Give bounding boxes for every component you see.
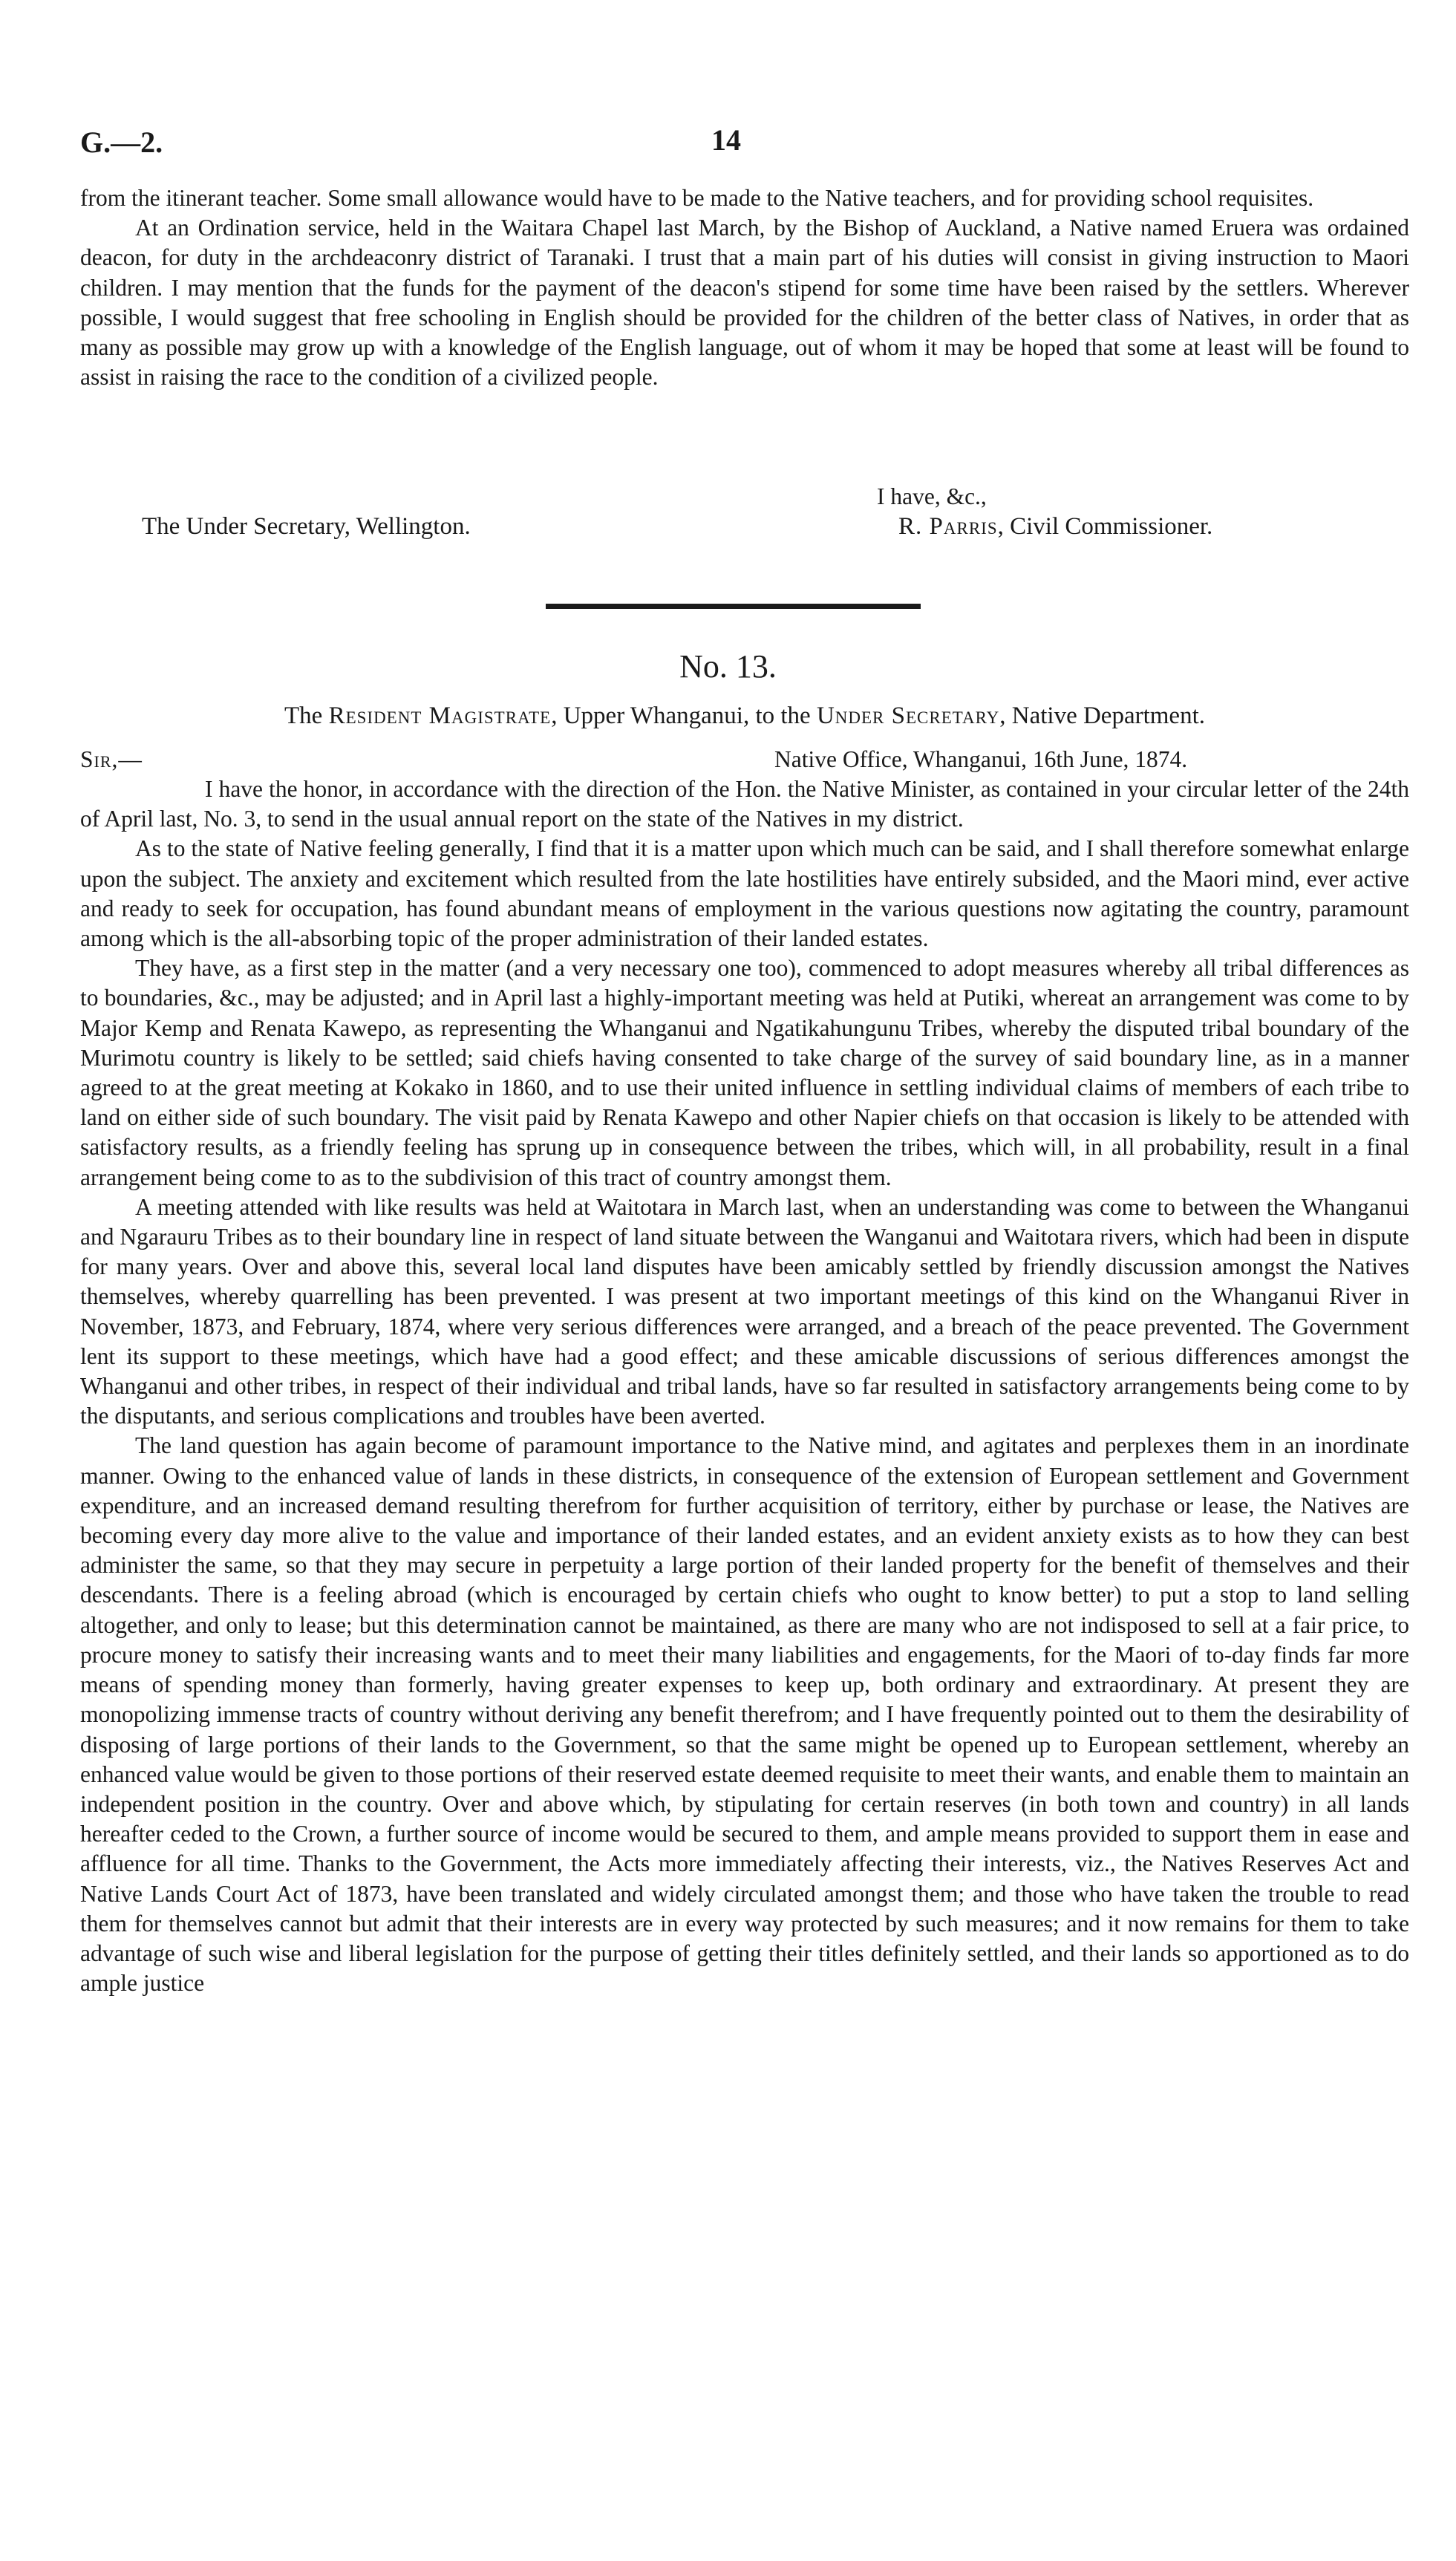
letter-body — [80, 774, 1409, 1998]
page-number: 14 — [711, 123, 741, 157]
parliamentary-paper-reference: G.—2. — [80, 125, 163, 159]
paragraph: The land question has again become of paramount importance to the Native mind, and agitates and perplexes them in an inordinate manner. Owing to the enhanced value of lands in these districts, in consequence of the extension of European settlement and Government expenditure, and an increased demand resulting therefrom for further acquisition of territory, either by purchase or lease, the Natives are becoming every day more alive to the value and importance of their landed estates, and an evident anxiety exists as to how they can best administer the same, so that they may secure in perpetuity a large portion of their landed property for the benefit of themselves and their descendants. There is a feeling abroad (which is encouraged by certain chiefs who ought to know better) to put a stop to land selling altogether, and only to lease; but this determination cannot be maintained, as there are many who are not indisposed to sell at a fair price, to procure money to satisfy their increasing wants and to meet their many liabilities and engagements, for the Maori of to-day finds far more means of spending money than formerly, having greater expenses to keep up, both ordinary and extraordinary. At present they are monopolizing immense tracts of country without deriving any benefit therefrom; and I have frequently pointed out to them the desirability of disposing of large portions of their lands to the Government, so that the same might be opened up to European settlement, whereby an enhanced value would be given to those portions of their reserved estate deemed requisite to meet their wants, and enable them to maintain an independent position in the country. Over and above which, by stipulating for certain reserves (in both town and country) in all lands hereafter ceded to the Crown, a further source of income would be secured to them, and ample means provided to support them in ease and affluence for all time. Thanks to the Government, the Acts more immediately affecting their interests, viz., the Natives Reserves Act and Native Lands Court Act of 1873, have been translated and widely circulated amongst them; and those who have taken the trouble to read them for themselves cannot but admit that their interests are in every way protected by such measures; and it now remains for them to take advantage of such wise and liberal legislation for the purpose of getting their titles definitely settled, and their lands so apportioned as to do ample justice — [80, 1432, 1409, 1997]
heading-part: The — [284, 702, 329, 729]
signature — [898, 512, 1212, 541]
letter-number-heading: No. 13. — [679, 648, 777, 685]
closing-row — [80, 512, 1409, 544]
salutation: Sir,— — [80, 746, 143, 772]
heading-part: , Upper Whanganui, to the — [551, 702, 817, 729]
heading-sender: Resident Magistrate — [328, 702, 552, 729]
letter-heading — [80, 700, 1409, 731]
section-divider-rule — [546, 604, 921, 609]
paragraph: They have, as a first step in the matter (and a very necessary one too), commenced to adopt measures whereby all tribal differences as to boundaries, &c., may be adjusted; and in April last a highly-important meeting was held at Putiki, whereat an arrangement was come to by Major Kemp and Renata Kawepo, as representing the Whanganui and Ngatikahungunu Tribes, whereby the disputed tribal boundary of the Murimotu country is likely to be settled; said chiefs having consented to take charge of the survey of said boundary line, as in a manner agreed to at the great meeting at Kokako in 1860, and to use their united influence in settling individual claims of members of each tribe to land on either side of such boundary. The visit paid by Renata Kawepo and other Napier chiefs on that occasion is likely to be attended with satisfactory results, as a friendly feeling has sprung up in consequence between the tribes, which will, in all probability, result in a final arrangement being come to as to the subdivision of this tract of country amongst them. — [80, 955, 1409, 1190]
sign-off-line — [80, 482, 1409, 512]
heading-part: , Native Department. — [999, 702, 1205, 729]
addressee: The Under Secretary, Wellington. — [142, 513, 471, 540]
sign-off: I have, &c., — [877, 483, 987, 509]
signatory-title: , Civil Commissioner. — [997, 513, 1213, 540]
paragraph: I have the honor, in accordance with the direction of the Hon. the Native Minister, as contained in your circular letter of the 24th of April last, No. 3, to send in the usual annual report on the state of the Natives in my district. — [80, 776, 1409, 832]
paragraph: As to the state of Native feeling generally, I find that it is a matter upon which much can be said, and I shall therefore somewhat enlarge upon the subject. The anxiety and excitement which resulted from the late hostilities have entirely subsided, and the Maori mind, ever active and ready to seek for occupation, has found abundant means of employment in the various questions now agitating the country, paramount among which is the all-absorbing topic of the proper administration of their landed estates. — [80, 835, 1409, 952]
previous-letter-body — [80, 183, 1409, 392]
paragraph: from the itinerant teacher. Some small allowance would have to be made to the Native teachers, and for providing school requisites. — [80, 185, 1314, 211]
dateline: Native Office, Whanganui, 16th June, 1874. — [774, 746, 1188, 772]
paragraph: At an Ordination service, held in the Waitara Chapel last March, by the Bishop of Auckland, a Native named Eruera was ordained deacon, for duty in the archdeaconry district of Taranaki. I trust that a main part of his duties will consist in giving instruction to Maori children. I may mention that the funds for the payment of the deacon's stipend for some time have been raised by the settlers. Wherever possible, I would suggest that free schooling in English should be provided for the children of the better class of Natives, in order that as many as possible may grow up with a knowledge of the English language, out of whom it may be hoped that some at least will be found to assist in raising the race to the condition of a civilized people. — [80, 215, 1409, 391]
heading-recipient: Under Secretary — [816, 702, 1000, 729]
signatory-name: R. Parris — [898, 513, 998, 540]
paragraph: A meeting attended with like results was held at Waitotara in March last, when an understanding was come to between the Whanganui and Ngarauru Tribes as to their boundary line in respect of land situate between the Wanganui and Waitotara rivers, which had been in dispute for many years. Over and above this, several local land disputes have been amicably settled by friendly discussion amongst the Natives themselves, whereby quarrelling has been prevented. I was present at two important meetings of this kind on the Whanganui River in November, 1873, and February, 1874, where very serious differences were arranged, and a breach of the peace prevented. The Government lent its support to these meetings, which have had a good effect; and these amicable discussions of serious differences amongst the Whanganui and other tribes, in respect of their individual and tribal lands, have so far resulted in satisfactory arrangements being come to by the disputants, and serious complications and troubles have been averted. — [80, 1193, 1409, 1429]
